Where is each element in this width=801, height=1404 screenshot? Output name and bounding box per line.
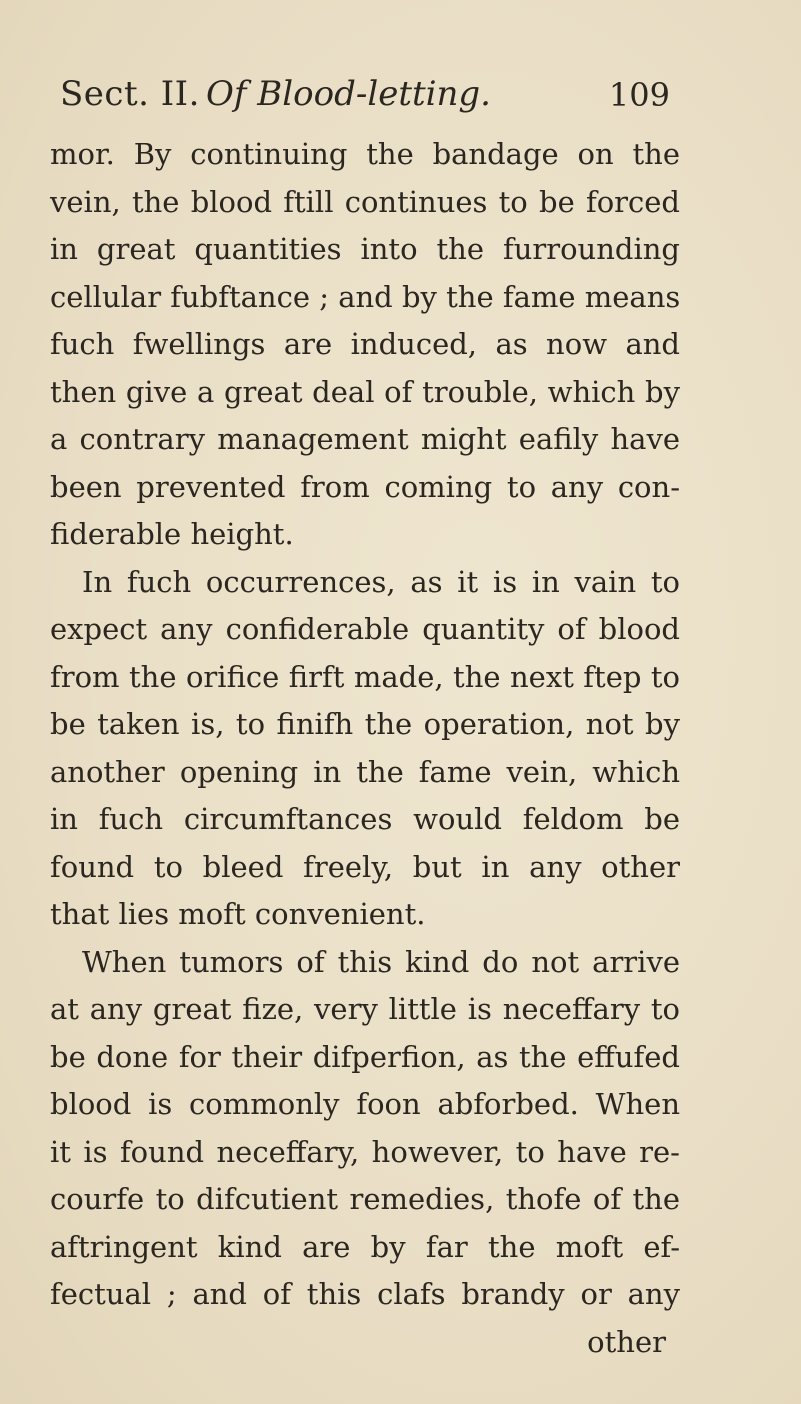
- running-header: [60, 74, 670, 122]
- text-line: courfe to difcutient remedies, thofe of the: [50, 1182, 680, 1216]
- text-line: expect any confiderable quantity of blood: [50, 612, 680, 646]
- text-line: been prevented from coming to any con-: [50, 469, 680, 504]
- text-line: in great quantities into the furrounding: [50, 232, 680, 266]
- text-line: vein, the blood ftill continues to be forced: [50, 184, 680, 219]
- body-text: [50, 131, 680, 1366]
- text-line: blood is commonly foon abforbed. When: [50, 1087, 680, 1121]
- text-line: in fuch circumftances would feldom be: [50, 802, 680, 836]
- section-label: Sect. II.: [60, 74, 200, 114]
- text-line: it is found neceffary, however, to have re-: [50, 1134, 680, 1169]
- text-line: aftringent kind are by far the moft ef-: [50, 1229, 680, 1264]
- text-line: fiderable height.: [50, 517, 294, 551]
- text-line: fuch fwellings are induced, as now and: [50, 327, 680, 361]
- text-line: mor. By continuing the bandage on the: [50, 137, 680, 171]
- text-line: be done for their difperfion, as the effufed: [50, 1039, 680, 1074]
- chapter-title: Of Blood-letting.: [206, 74, 491, 114]
- text-line: be taken is, to finifh the operation, not by: [50, 707, 680, 741]
- text-line: then give a great deal of trouble, which by: [50, 374, 680, 409]
- page-number: 109: [608, 76, 670, 114]
- text-line: fectual ; and of this clafs brandy or any: [50, 1277, 680, 1311]
- text-line: another opening in the fame vein, which: [50, 754, 680, 789]
- catchword: other: [587, 1324, 666, 1359]
- text-line: cellular fubftance ; and by the fame means: [50, 279, 681, 314]
- text-line: found to bleed freely, but in any other: [50, 849, 680, 884]
- text-line: from the orifice firft made, the next ftep to: [50, 659, 680, 694]
- paragraph-start-line: In fuch occurrences, as it is in vain to: [82, 564, 680, 599]
- text-line: at any great fize, very little is neceffary to: [50, 992, 680, 1026]
- paragraph-start-line: When tumors of this kind do not arrive: [82, 944, 680, 979]
- text-line: a contrary management might eafily have: [50, 422, 680, 456]
- text-line: that lies moft convenient.: [50, 897, 426, 931]
